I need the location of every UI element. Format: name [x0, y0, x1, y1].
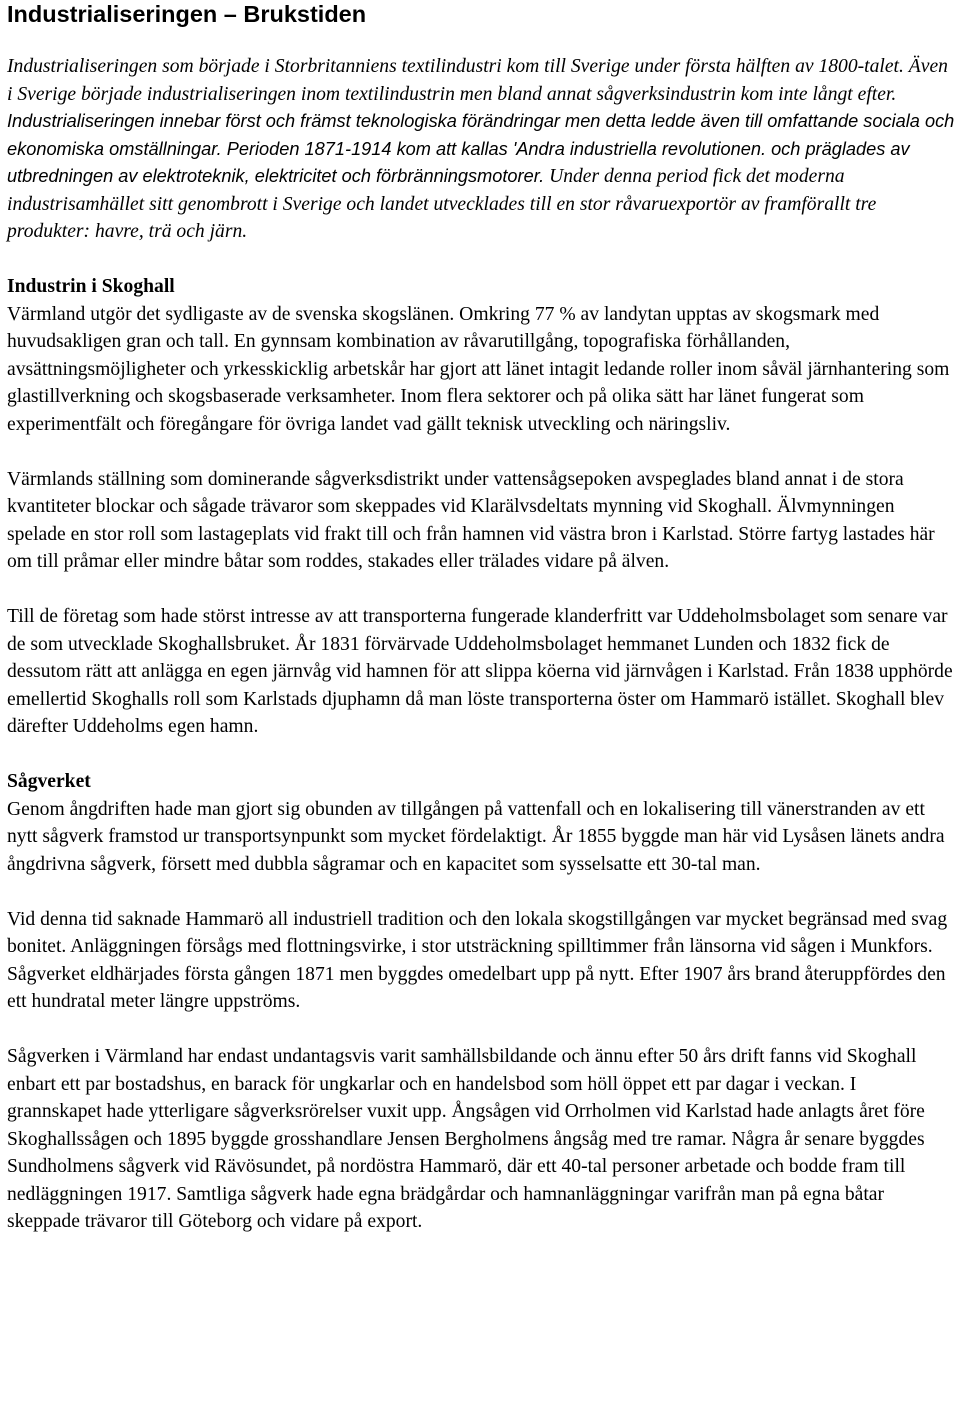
spacer: [7, 1016, 955, 1044]
spacer: [7, 438, 955, 466]
intro-sentence-1: Industrialiseringen som började i Storbritanniens textilindustri kom till Sverige under första hälften av 1800-talet. Även i Sverige började industrialiseringen inom textilindustrin men bland annat sågverksindustrin kom inte långt efter.: [7, 56, 948, 105]
sagverket-paragraph-3: Sågverken i Värmland har endast undantagsvis varit samhällsbildande och ännu efter 50 års drift fanns vid Skoghall enbart ett par bostadshus, en barack för ungkarlar och en handelsbod som höll öppet ett par dagar i veckan. I grannskapet hade ytterligare sågverksrörelser vuxit upp. Ångsågen vid Orrholmen vid Karlstad hade anlagts året före Skoghallssågen och 1895 byggde grosshandlare Jensen Bergholmens ångsåg med tre ramar. Några år senare byggdes Sundholmens sågverk vid Rävösundet, på nordöstra Hammarö, där ett 40-tal personer arbetade och bodde fram till nedläggningen 1917. Samtliga sågverk hade egna brädgårdar och hamnanläggningar varifrån man på egna båtar skeppade trävaror till Göteborg och vidare på export.: [7, 1046, 925, 1232]
spacer: [7, 246, 955, 274]
intro-sentence-2: Industrialiseringen innebar först och främst teknologiska förändringar men detta ledde även till omfattande sociala och ekonomiska omställningar. Perioden 1871-1914 kom att kallas 'Andra industriella revolutionen. och präglades av utbredningen av elektroteknik, elektricitet och förbränningsmotorer.: [7, 111, 955, 186]
spacer: [7, 741, 955, 769]
intro-paragraph: [7, 53, 955, 246]
page-title: Industrialiseringen – Brukstiden: [7, 1, 367, 27]
document-page: [7, 0, 955, 1236]
sagverket-paragraph-2: Vid denna tid saknade Hammarö all industriell tradition och den lokala skogstillgången var mycket begränsad med svag bonitet. Anläggningen försågs med flottningsvirke, i stor utsträckning spilltimmer från länsorna vid sågen i Munkfors. Sågverket eldhärjades första gången 1871 men byggdes omedelbart upp på nytt. Efter 1907 års brand återuppfördes den ett hundratal meter längre uppströms.: [7, 908, 948, 1012]
section-heading-sagverket: Sågverket: [7, 771, 91, 792]
spacer: [7, 576, 955, 604]
section-heading-skoghall: Industrin i Skoghall: [7, 276, 175, 297]
skoghall-paragraph-2: Värmlands ställning som dominerande sågverksdistrikt under vattensågsepoken avspeglades bland annat i de stora kvantiteter blockar och sågade trävaror som skeppades vid Klarälvsdeltats mynning vid Skoghall. Älvmynningen spelade en stor roll som lastageplats vid frakt till och från hamnen vid västra bron i Karlstad. Större fartyg lastades här om till pråmar eller mindre båtar som roddes, stakades eller trälades vidare på älven.: [7, 468, 935, 572]
spacer: [7, 878, 955, 906]
skoghall-paragraph-3: Till de företag som hade störst intresse av att transporterna fungerade klanderfritt var Uddeholmsbolaget som senare var de som utvecklade Skoghallsbruket. År 1831 förvärvade Uddeholmsbolaget hemmanet Lunden och 1832 fick de dessutom rätt att anlägga en egen järnvåg vid hamnen för att slippa köerna vid järnvågen i Karlstad. Från 1838 upphörde emellertid Skoghalls roll som Karlstads djuphamn då man löste transporterna öster om Hammarö istället. Skoghall blev därefter Uddeholms egen hamn.: [7, 606, 953, 737]
intro-sentence-3: Under denna period fick det moderna industrisamhället sitt genombrott i Sverige och landet utvecklades till en stor råvaruexportör av framförallt tre produkter: havre, trä och järn.: [7, 166, 877, 242]
skoghall-paragraph-1: Värmland utgör det sydligaste av de svenska skogslänen. Omkring 77 % av landytan upptas av skogsmark med huvudsakligen gran och tall. En gynnsam kombination av råvarutillgång, topografiska förhållanden, avsättningsmöjligheter och yrkesskicklig arbetskår har gjort att länet intagit ledande roller inom såväl järnhantering som glastillverkning och skogsbaserade verksamheter. Inom flera sektorer och på olika sätt har länet fungerat som experimentfält och föregångare för övriga landet vad gällt teknisk utveckling och näringsliv.: [7, 303, 950, 435]
sagverket-paragraph-1: Genom ångdriften hade man gjort sig obunden av tillgången på vattenfall och en lokalisering till vänerstranden av ett nytt sågverk framstod ur transportsynpunkt som mycket fördelaktigt. År 1855 byggde man här vid Lysåsen länets andra ångdrivna sågverk, försett med dubbla sågramar och en kapacitet som sysselsatte ett 30-tal man.: [7, 798, 945, 875]
